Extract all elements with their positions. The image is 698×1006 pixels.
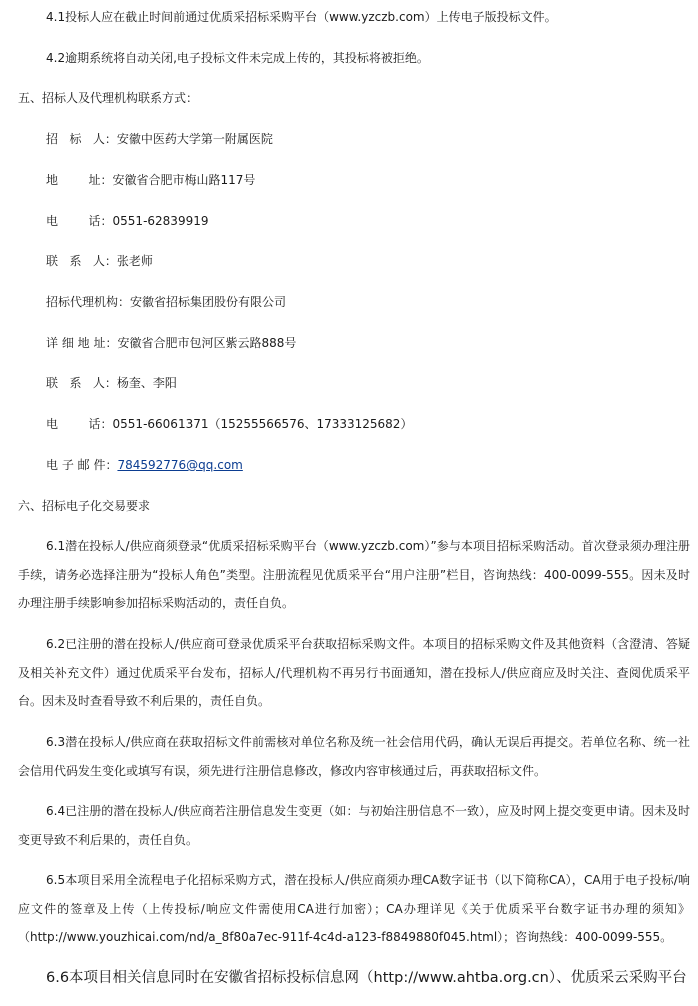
address-value: 安徽省合肥市梅山路117号: [112, 173, 256, 187]
agency-label: 招标代理机构：: [46, 295, 131, 309]
agency-contact-value: 杨奎、李阳: [116, 376, 177, 390]
clause-4-2: 4.2逾期系统将自动关闭,电子投标文件未完成上传的，其投标将被拒绝。: [46, 51, 429, 65]
contact-label: 联 系 人：: [46, 254, 117, 268]
buyer-row: [46, 131, 273, 147]
clause-6-5: 6.5本项目采用全流程电子化招标采购方式，潜在投标人/供应商须办理CA数字证书（以下简称CA），CA用于电子投标/响应文件的签章及上传（上传投标/响应文件需使用CA进行加密）；CA办理详见《关于优质采平台数字证书办理的须知》（http://www.youzhicai.com/nd/a_8f80a7ec-911f-4c4d-a123-f8849880f045.html）；咨询热线：400-0099-555。: [18, 873, 690, 944]
agency-address-row: [46, 335, 296, 351]
clause-6-1: 6.1潜在投标人/供应商须登录“优质采招标采购平台（www.yzczb.com）”参与本项目招标采购活动。首次登录须办理注册手续，请务必选择注册为“投标人角色”类型。注册流程见优质采平台“用户注册”栏目，咨询热线：400-0099-555。因未及时办理注册手续影响参加招标采购活动的，责任自负。: [18, 539, 690, 610]
section-6-heading: 六、招标电子化交易要求: [18, 499, 151, 513]
address-row: [46, 172, 255, 188]
agency-contact-label: 联 系 人：: [46, 376, 117, 390]
contact-row: [46, 253, 153, 269]
clause-6-6: 6.6本项目相关信息同时在安徽省招标投标信息网（http://www.ahtba.org.cn）、优质采云采购平台: [46, 970, 687, 986]
agency-address-value: 安徽省合肥市包河区紫云路888号: [117, 336, 297, 350]
email-link[interactable]: 784592776@qq.com: [117, 458, 243, 472]
contact-value: 张老师: [116, 254, 153, 268]
phone-label: 电 话：: [46, 214, 113, 228]
buyer-label: 招 标 人：: [46, 132, 117, 146]
clause-6-3: 6.3潜在投标人/供应商在获取招标文件前需核对单位名称及统一社会信用代码，确认无误后再提交。若单位名称、统一社会信用代码发生变化或填写有误，须先进行注册信息修改，修改内容审核通过后，再获取招标文件。: [18, 735, 690, 778]
clause-6-4: 6.4已注册的潜在投标人/供应商若注册信息发生变更（如：与初始注册信息不一致），应及时网上提交变更申请。因未及时变更导致不利后果的，责任自负。: [18, 804, 690, 847]
address-label: 地 址：: [46, 173, 113, 187]
agency-contact-row: [46, 375, 177, 391]
agency-phone-label: 电 话：: [46, 417, 113, 431]
agency-row: [46, 294, 286, 310]
agency-address-label: 详 细 地 址：: [46, 336, 118, 350]
phone-value: 0551-62839919: [112, 214, 209, 228]
agency-phone-row: [46, 416, 412, 432]
clause-4-1: 4.1投标人应在截止时间前通过优质采招标采购平台（www.yzczb.com）上传电子版投标文件。: [46, 10, 557, 24]
phone-row: [46, 213, 208, 229]
email-label: 电 子 邮 件：: [46, 458, 118, 472]
section-5-heading: 五、招标人及代理机构联系方式：: [18, 91, 199, 105]
clause-6-2: 6.2已注册的潜在投标人/供应商可登录优质采平台获取招标采购文件。本项目的招标采购文件及其他资料（含澄清、答疑及相关补充文件）通过优质采平台发布，招标人/代理机构不再另行书面通知，潜在投标人/供应商应及时关注、查阅优质采平台。因未及时查看导致不利后果的，责任自负。: [18, 637, 690, 708]
email-row: [46, 457, 243, 473]
agency-phone-value: 0551-66061371（15255566576、17333125682）: [112, 417, 413, 431]
buyer-value: 安徽中医药大学第一附属医院: [116, 132, 273, 146]
agency-value: 安徽省招标集团股份有限公司: [130, 295, 287, 309]
